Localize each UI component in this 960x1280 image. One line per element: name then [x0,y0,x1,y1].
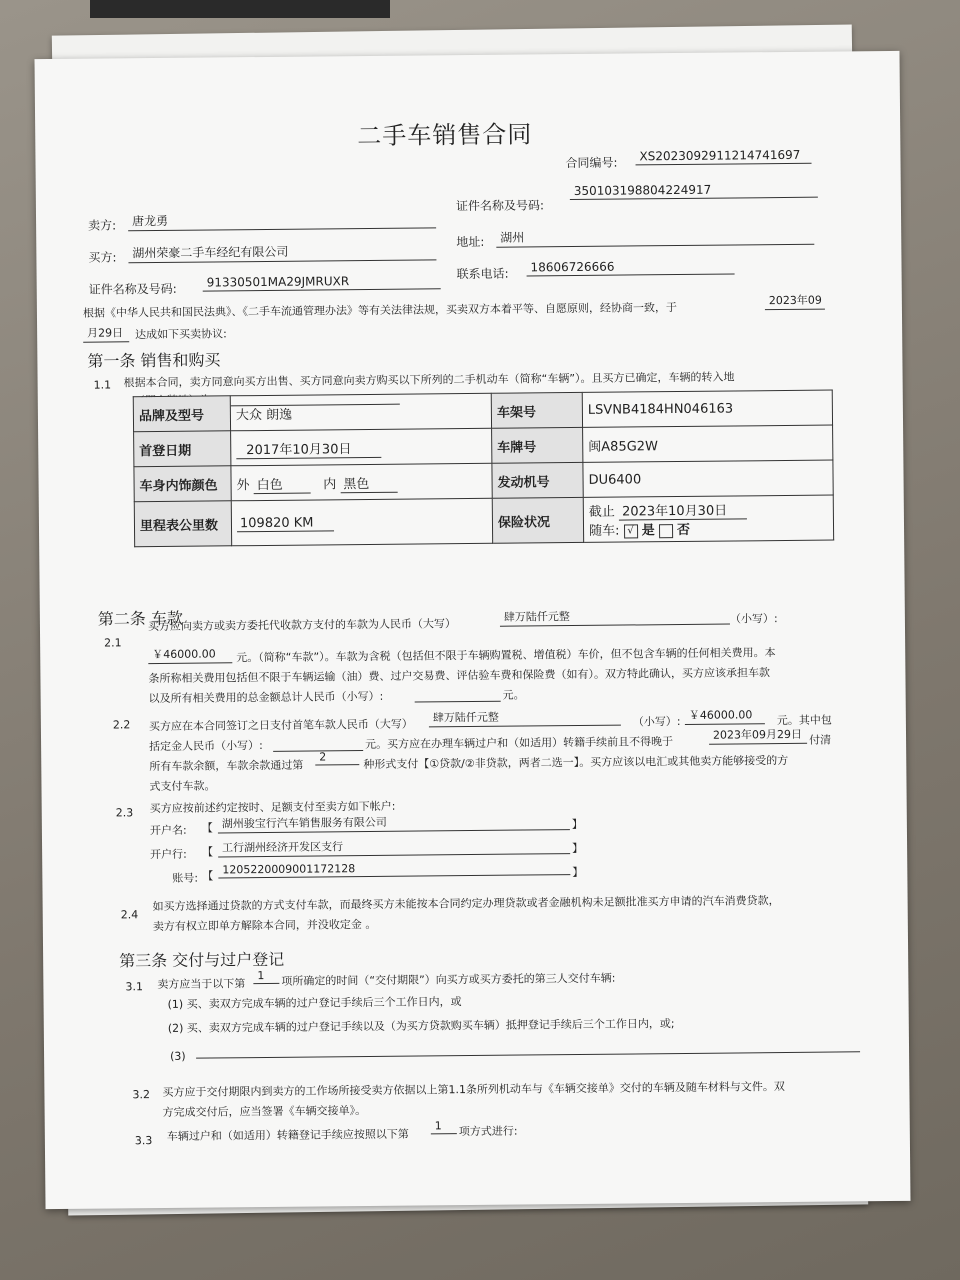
section-2-title: 第二条 车款 [97,608,184,629]
clause-2-1-line-4: 以及所有相关费用的总金额总计人民币（小写）: [148,689,384,706]
seller-id: 350103198804224917 [570,182,818,200]
bracket-close: 】 [572,865,584,880]
buyer-name: 湖州荣豪二手车经纪有限公司 [128,241,436,263]
color-cell [231,463,492,501]
plate-label: 车牌号 [492,427,583,463]
delivery-option: 1 [253,969,279,984]
interior-color: 黑色 [340,476,397,493]
reg-date-label: 首登日期 [134,431,231,467]
contract-page [35,51,911,1209]
first-payment-chinese: 肆万陆仟元整 [429,708,621,728]
interior-label: 内 [323,476,337,492]
account-name-label: 开户名: [149,823,187,838]
buyer-address: 湖州 [496,226,814,248]
clause-2-2-line-4: 式支付车款。 [149,779,216,794]
contract-no-label: 合同编号: [565,155,618,171]
clause-3-1-option-2: (2) 买、卖双方完成车辆的过户登记手续以及（为买方贷款购买车辆）抵押登记手续后三个工作日内，或; [167,1017,675,1035]
clause-3-1-option-1: (1) 买、卖双方完成车辆的过户登记手续后三个工作日内，或 [167,995,462,1011]
price-small-label: （小写）: [729,612,778,626]
insurance-follow-row [589,518,828,539]
clause-2-2-line-3: 所有车款余额，车款余款通过第 [149,758,304,774]
clause-1-1-number: 1.1 [93,378,112,392]
clause-3-1-option-3: (3) [170,1049,186,1063]
vin-label: 车架号 [491,392,582,428]
page-title: 二手车销售合同 [357,120,533,151]
clause-3-2-number: 3.2 [132,1088,151,1102]
price-chinese: 肆万陆仟元整 [500,607,730,627]
clause-2-2-number: 2.2 [112,718,131,732]
clause-2-3-number: 2.3 [115,806,134,820]
brand-value: 大众 朗逸 [230,393,491,431]
account-number: 1205220009001172128 [218,860,570,878]
insurance-until-row [589,499,828,520]
clause-3-1-number: 3.1 [125,980,143,994]
clause-2-1-line-0: 买方应向卖方或卖方委托代收款方支付的车款为人民币（大写） [147,617,457,634]
clause-3-3-text-b: 项方式进行: [458,1124,518,1139]
clause-1-1-text: 根据本合同，卖方同意向买方出售、买方同意向卖方购买以下所列的二手机动车（简称“车辆”）。且买方已确定，车辆的转入地 [123,370,735,390]
clause-2-2-tail: 元。其中包 [776,713,832,728]
bank-label: 开户行: [150,847,187,862]
color-label: 车身内饰颜色 [134,466,231,502]
checkbox-yes[interactable] [624,524,638,538]
clause-2-4-line-2: 卖方有权立即单方解除本合同，并没收定金 。 [152,917,377,934]
clause-2-2-line-2b: 元。买方应在办理车辆过户和（如适用）转籍手续前且不得晚于 [365,735,674,752]
clause-3-3-text-a: 车辆过户和（如适用）转籍登记手续应按照以下第 [166,1127,409,1143]
mileage-cell [231,498,492,546]
clause-2-2-line-2: 括定金人民币（小写）: [149,739,263,754]
reg-date-cell [231,428,492,466]
section-3-title: 第三条 交付与过户登记 [119,949,285,971]
insurance-label: 保险状况 [492,497,583,543]
plate-value: 闽A85G2W [583,425,833,462]
intro-date-year: 2023年09 [765,292,825,311]
insurance-until-date: 2023年10月30日 [619,503,747,520]
mileage-label: 里程表公里数 [134,501,231,547]
clause-2-2-pay-off: 付清 [809,733,832,747]
clause-2-4-line-1: 如买方选择通过贷款的方式支付车款，而最终买方未能按本合同约定办理贷款或者金融机构未足额批准买方申请的汽车消费贷款， [152,894,780,914]
clause-3-3-number: 3.3 [134,1134,153,1148]
clause-2-4-number: 2.4 [120,908,139,922]
buyer-id: 91330501MA29JMRUXR [203,273,441,291]
mileage-value: 109820 KM [237,515,334,532]
bracket-open: 【 [202,869,214,883]
account-name: 湖州骏宝行汽车销售服务有限公司 [218,812,570,833]
phone-label: 联系电话: [456,266,509,282]
option-3-blank [196,1051,860,1058]
first-payment-amount: ￥46000.00 [685,706,765,725]
section-1-title: 第一条 销售和购买 [87,350,221,371]
clause-2-1-yuan: 元。 [502,688,525,702]
intro-text-2: 达成如下买卖协议: [135,327,227,342]
clause-3-1-text-a: 卖方应当于以下第 [157,977,246,992]
buyer-phone: 18606726666 [526,258,734,276]
table-row [134,495,833,547]
clause-2-1-line-2: 元。（简称“车款”）。车款为含税（包括但不限于车辆购置税、增值税）车价，但不包含车辆的任何相关费用。本 [236,646,776,665]
vehicle-table [133,390,834,548]
follow-car-label: 随车: [588,523,620,539]
yes-label: 是 [641,523,655,539]
check-mark-icon: √ [627,524,634,537]
clause-2-1-number: 2.1 [104,636,122,650]
balance-deadline: 2023年09月29日 [709,726,807,745]
intro-date-day: 月29日 [83,324,129,342]
engine-label: 发动机号 [492,462,583,498]
checkbox-no[interactable] [659,524,673,538]
reg-date-value: 2017年10月30日 [236,441,381,458]
clause-2-2-line-1: 买方应在本合同签订之日支付首笔车款人民币（大写） [148,717,413,734]
bracket-close: 】 [572,841,584,856]
clause-2-3-text: 买方应按前述约定按时、足额支付至卖方如下帐户: [149,799,396,816]
vin-value: LSVNB4184HN046163 [582,390,832,427]
bank-name: 工行湖州经济开发区支行 [218,836,570,857]
clause-2-1-line-3: 条所称相关费用包括但不限于车辆运输（油）费、过户交易费、评估验车费和保险费（如有）。双方特此确认，买方应该承担车款 [148,666,770,686]
total-fee-blank [415,701,501,703]
seller-id-label: 证件名称及号码: [455,198,545,214]
intro-text: 根据《中华人民共和国民法典》、《二手车流通管理办法》等有关法律法规，买卖双方本着平等、自愿原则，经协商一致，于 [82,301,677,320]
engine-value: DU6400 [583,460,833,497]
no-label: 否 [676,522,691,539]
desk-object [90,0,390,18]
bracket-close: 】 [571,817,583,832]
contract-no: XS20230929112147416​97 [635,148,811,166]
clause-3-2-line-1: 买方应于交付期限内到卖方的工作场所接受卖方依据以上第1.1条所列机动车与《车辆交接单》交付的车辆及随车材料与文件。双 [162,1080,785,1099]
account-no-label: 账号: [172,871,199,885]
clause-2-2-line-3b: 种形式支付【①贷款/②非贷款，两者二选一】。买方应该以电汇或其他卖方能够接受的方 [363,753,789,772]
clause-3-2-line-2: 方完成交付后，应当签署《车辆交接单》。 [162,1104,367,1119]
brand-label: 品牌及型号 [133,396,230,432]
clause-3-1-text-b: 项所确定的时间（“交付期限”）向买方或买方委托的第三人交付车辆: [281,971,616,988]
payment-method: 2 [315,750,359,765]
price-amount: ￥46000.00 [148,645,232,664]
insurance-until-label: 截止 [588,504,615,520]
exterior-color: 白色 [254,477,311,494]
addr-label: 地址: [456,234,485,250]
first-payment-small-label: （小写）: [632,715,681,729]
transfer-option: 1 [431,1119,457,1134]
insurance-cell [583,495,833,542]
buyer-id-label: 证件名称及号码: [88,281,177,297]
seller-name: 唐龙勇 [128,209,436,231]
bracket-open: 【 [201,821,213,835]
seller-label: 卖方: [88,218,117,233]
exterior-label: 外 [236,477,250,493]
bracket-open: 【 [202,845,214,859]
buyer-label: 买方: [88,250,117,265]
